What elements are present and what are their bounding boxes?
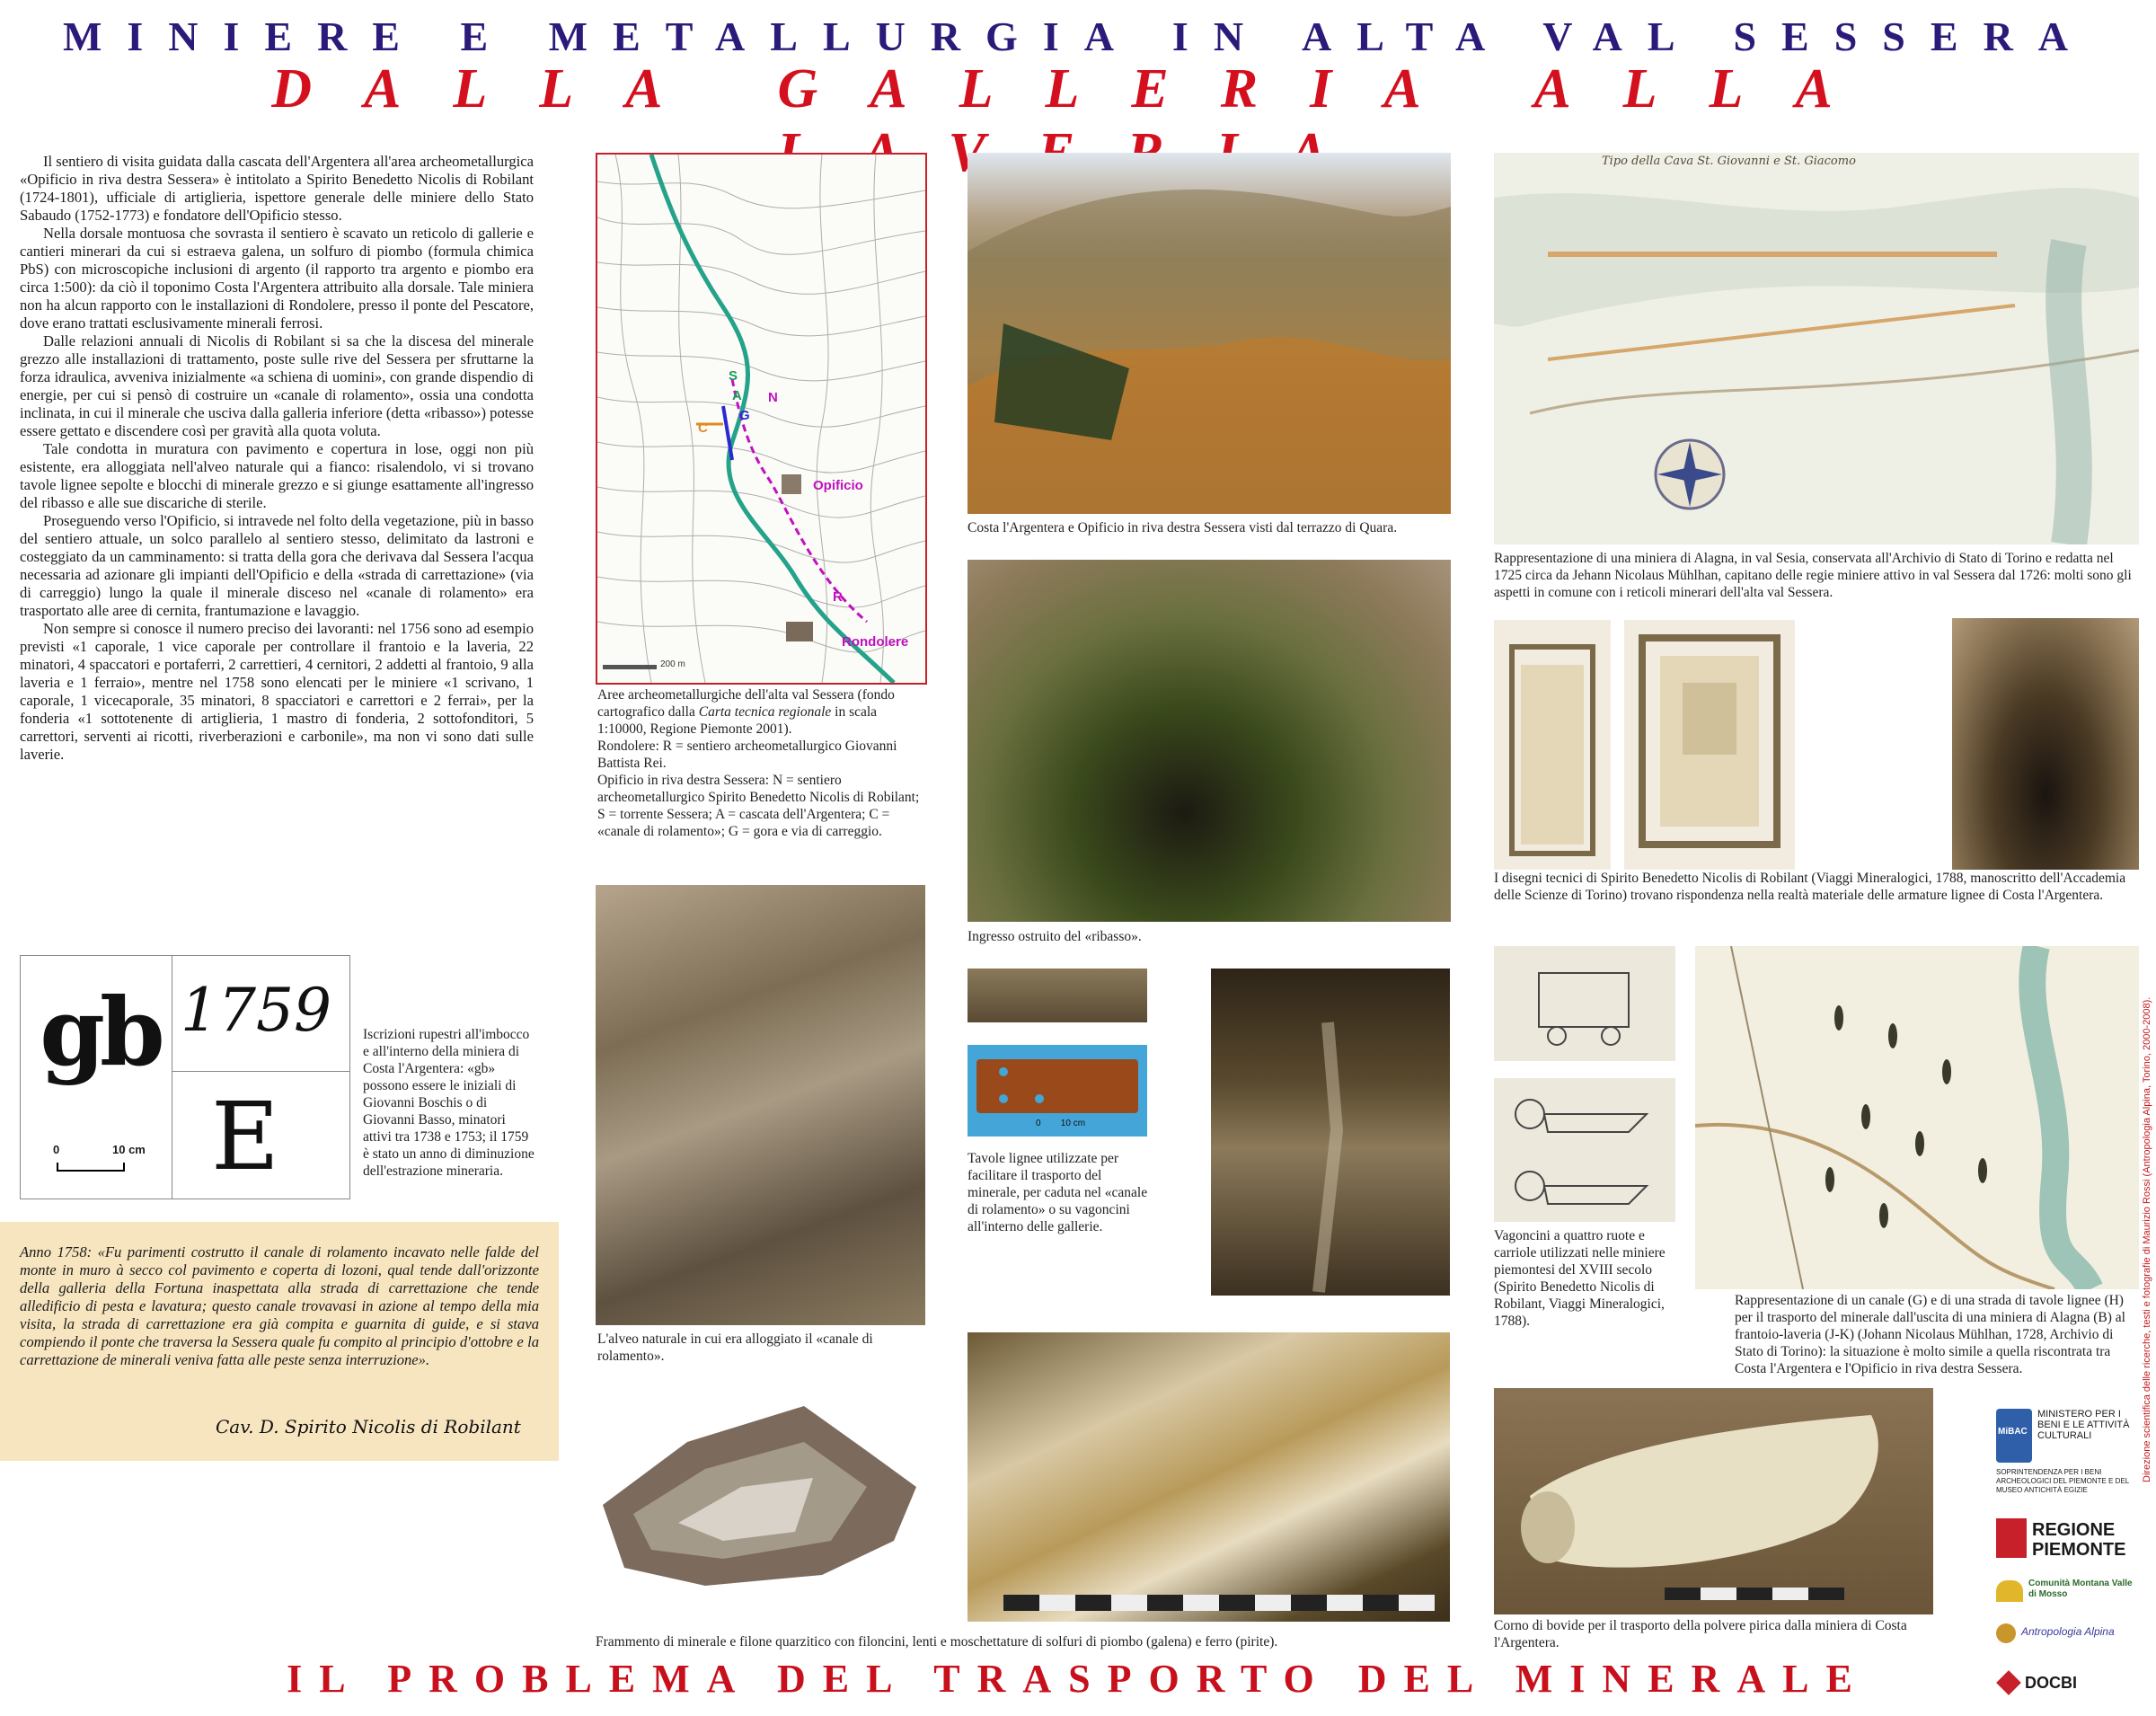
map-caption-part: Rondolere: R = sentiero archeometallurgico Giovanni Battista Rei. (597, 739, 897, 771)
inscription-scale-end: 10 cm (112, 1143, 146, 1156)
mineral-fragment-photo (597, 1388, 924, 1593)
body-text (20, 153, 534, 764)
gallery-armature-photo (1952, 618, 2139, 870)
poster-subtitle: DALLA GALLERIA ALLA (271, 58, 1885, 119)
inscription-scale-bar (57, 1163, 125, 1172)
quote-text: Anno 1758: «Fu parimenti costrutto il canale di rolamento incavato nelle falde del monte in muro à secco col pavimento e coperta di lozoni, qual tende dall'orizzonte della galleria della Fortuna inaspettata alla strada di carrettazione che tende alledificio di pesta e lavatura; questo canale trovavasi in azione al tempo della mia visita, la strada di carrettazione era già compita e guarnita di guide, e si stava compiendo il ponte che traversa la Sessera quale fu compito al principio d'ottobre e la carrettazione de minerali veniva fatta alle peste senza interruzione». (20, 1243, 539, 1368)
topographic-map (596, 153, 927, 685)
alagna-map-title: Tipo della Cava St. Giovanni e St. Giacomo (1602, 155, 1856, 168)
canale-map-drawing (1695, 946, 2139, 1289)
footer-title: IL PROBLEMA DEL TRASPORTO DEL MINERALE (287, 1657, 1869, 1701)
quartz-vein-photo (968, 1332, 1450, 1622)
ribasso-photo (968, 560, 1451, 922)
tavole-photo-2 (968, 1045, 1147, 1137)
mibac-short: MiBAC (1998, 1427, 2028, 1437)
inscription-panel (20, 955, 350, 1199)
mibac-soprintendenza: SOPRINTENDENZA PER I BENI ARCHEOLOGICI DEL PIEMONTE E DEL MUSEO ANTICHITÀ EGIZIE (1996, 1468, 2129, 1494)
map-label-r: R (833, 589, 843, 605)
frammento-caption: Frammento di minerale e filone quarzitico con filoncini, lenti e moschettature di solfuri di piombo (galena) e ferro (pirite). (596, 1634, 1278, 1650)
regione-emblem-icon (1996, 1518, 2027, 1558)
map-label-rondolere: Rondolere (842, 634, 909, 650)
map-caption (597, 686, 925, 840)
alveo-caption: L'alveo naturale in cui era alloggiato il «canale di rolamento». (597, 1331, 873, 1364)
technical-drawing-side (1494, 620, 1611, 870)
vagoncino-drawing (1494, 946, 1675, 1061)
ribasso-caption: Ingresso ostruito del «ribasso». (968, 929, 1142, 944)
corno-caption: Corno di bovide per il trasporto della polvere pirica dalla miniera di Costa l'Argentera. (1494, 1618, 1907, 1650)
map-label-s: S (729, 368, 738, 384)
antropologia-emblem-icon (1996, 1623, 2016, 1643)
inscription-e: E (211, 1082, 279, 1191)
costa-argentera-photo (968, 153, 1451, 514)
body-paragraph: Il sentiero di visita guidata dalla cascata dell'Argentera all'area archeometallurgica «Opificio in riva destra Sessera» è intitolato a Spirito Benedetto Nicolis di Robilant (1724-1801), ufficiale di artiglieria, ispettore generale delle miniere dello Stato Sabaudo (1752-1773) e fondatore dell'Opificio stesso. (20, 153, 534, 224)
mibac-ministry: MINISTERO PER I BENI E LE ATTIVITÀ CULTURALI (2037, 1409, 2130, 1441)
inscription-gb: gb (40, 977, 160, 1087)
map-caption-part: in scala 1:10000, Regione Piemonte 2001). (597, 704, 878, 737)
body-paragraph: Tale condotta in muratura con pavimento e copertura in lose, oggi non più esistente, era alloggiata nell'alveo naturale qui a fianco: risalendolo, vi si trovano tavole lignee sepolte e blocchi di minerale grezzo e si giunge esattamente all'ingresso del ribasso e alle sue discariche di sterile. (20, 440, 534, 511)
map-label-n: N (768, 390, 778, 405)
mibac-logo (1996, 1409, 2140, 1508)
disegni-caption: I disegni tecnici di Spirito Benedetto Nicolis di Robilant (Viaggi Mineralogici, 1788, manoscritto dell'Accademia delle Scienze di Torino) trovano rispondenza nella realtà materiale delle armature lignee di Costa l'Argentera. (1494, 871, 2126, 903)
map-label-g: G (739, 408, 750, 423)
body-paragraph: Proseguendo verso l'Opificio, si intravede nel folto della vegetazione, più in basso del sentiero attuale, un solco parallelo al sentiero stesso, delimitato da lastroni e costeggiato da un camminamento: si tratta della gora che derivava dal Sessera l'acqua necessaria ad azionare gli impianti dell'Opificio e della «strada di carrettazione» (via di carreggio) lungo la quale il minerale disceso nel «canale di rolamento» era trasportato alle aree di cernita, frantumazione e lavaggio. (20, 512, 534, 619)
poster-title: MINIERE E METALLURGIA IN ALTA VAL SESSERA (62, 13, 2094, 59)
regione-label: REGIONE PIEMONTE (2032, 1520, 2126, 1560)
alagna-mine-drawing (1494, 153, 2139, 544)
antropologia-alpina-logo (1996, 1622, 2140, 1647)
vagoncini-caption: Vagoncini a quattro ruote e carriole utilizzati nelle miniere piemontesi del XVIII secolo (Spirito Benedetto Nicolis di Robilant, Viaggi Mineralogici, 1788). (1494, 1228, 1666, 1329)
carriole-drawing (1494, 1078, 1675, 1222)
comunita-label: Comunità Montana Valle di Mosso (2028, 1579, 2133, 1599)
canale-caption: Rappresentazione di un canale (G) e di una strada di tavole lignee (H) per il trasporto del minerale dall'uscita di una miniera di Alagna (B) al frantoio-laveria (J-K) (Johann Nicolaus Mühlhan, 1728, Archivio di Stato di Torino): la situazione è molto simile a quella riscontrata tra Costa l'Argentera e l'Opificio in riva destra Sessera. (1735, 1293, 2125, 1376)
map-label-c: C (698, 420, 708, 436)
comunita-emblem-icon (1996, 1580, 2023, 1602)
map-caption-part: Carta tecnica regionale (698, 704, 832, 720)
docbi-label: DOCBI (2025, 1674, 2077, 1692)
map-scale-label: 200 m (660, 659, 685, 669)
inscription-caption: Iscrizioni rupestri all'imbocco e all'interno della miniera di Costa l'Argentera: «gb» possono essere le iniziali di Giovanni Boschis o di Giovanni Basso, minatori attivi tra 1738 e 1753; il 1759 è stato un anno di diminuzione dell'estrazione mineraria. (363, 1027, 535, 1179)
body-paragraph: Dalle relazioni annuali di Nicolis di Robilant si sa che la discesa del minerale grezzo alle installazioni di trattamento, poste sulle rive del Sessera per sfruttarne la forza idraulica, avveniva inizialmente «a schiena di uomini», con grande dispendio di energie, per cui si pensò di costruire un «canale di rolamento», ossia una condotta inclinata, in cui il minerale che usciva dalla galleria inferiore (detta «ribasso») potesse essere gettato e discendere così per gravità alla quota voluta. (20, 332, 534, 439)
antropologia-label: Antropologia Alpina (2021, 1625, 2115, 1638)
corno-photo (1494, 1388, 1933, 1614)
tavole-scale-label: 0 10 cm (1036, 1119, 1086, 1128)
technical-drawing-front (1624, 620, 1795, 870)
body-paragraph: Nella dorsale montuosa che sovrasta il sentiero è scavato un reticolo di gallerie e cantieri minerari da cui si estraeva galena, un solfuro di piombo (formula chimica PbS) con microscopiche inclusioni di argento (il rapporto tra argento e piombo era circa 1:500): da ciò il toponimo Costa l'Argentera attribuito alla dorsale. Tale miniera non ha alcun rapporto con le installazioni di Rondolere, presso il ponte del Pescatore, dove erano trattati esclusivamente minerali ferrosi. (20, 225, 534, 332)
map-label-a: A (732, 388, 742, 403)
inscription-scale-start: 0 (53, 1143, 60, 1156)
costa-caption: Costa l'Argentera e Opificio in riva destra Sessera visti dal terrazzo di Quara. (968, 520, 1398, 535)
body-paragraph: Non sempre si conosce il numero preciso dei lavoranti: nel 1756 sono ad esempio previsti «1 caporale, 1 vice caporale per controllare il frantoio e la laveria, 22 minatori, 4 spaccatori e portaferri, 2 carrettieri, 4 cernitori, 2 addetti al frantoio, 9 alla laveria e 1 ferraio», mentre nel 1758 sono elencati per le miniere «1 scrivano, 1 caporale, 1 vicecaporale, 35 minatori, 8 spacciatori e carrettori e 2 ferrai», per la fonderia «1 sottotenente di artiglieria, 1 mastro di fonderia, 2 sottofonditori, 5 carrettori, serventi ai ricotti, riverberazioni e carbonile», ma non vi sono dati sulle laverie. (20, 620, 534, 763)
comunita-montana-logo (1996, 1577, 2140, 1607)
tavole-photo-1 (968, 969, 1147, 1022)
inscription-year: 1759 (181, 976, 331, 1045)
credit-vertical: Direzione scientifica delle ricerche, testi e fotografie di Maurizio Rossi (Antropologia Alpina, Torino, 2000-2008). (2142, 996, 2152, 1482)
quote-signature: Cav. D. Spirito Nicolis di Robilant (216, 1416, 521, 1437)
tavole-caption: Tavole lignee utilizzate per facilitare il trasporto del minerale, per caduta nel «canale di rolamento» o su vagoncini all'interno delle gallerie. (968, 1151, 1148, 1234)
alveo-photo (596, 885, 925, 1325)
map-caption-part: Opificio in riva destra Sessera: N = sentiero archeometallurgico Spirito Benedetto Nicolis di Robilant; S = torrente Sessera; A = cascata dell'Argentera; C = «canale di rolamento»; G = gora e via di carreggio. (597, 773, 920, 839)
quote-panel (0, 1222, 559, 1461)
gallery-floor-photo (1211, 969, 1450, 1296)
inscription-divider (172, 1071, 349, 1072)
map-caption-part: Aree archeometallurgiche dell'alta val Sessera (fondo cartografico dalla (597, 687, 895, 720)
regione-piemonte-logo (1996, 1518, 2140, 1563)
map-drawing (597, 155, 925, 683)
alagna-caption: Rappresentazione di una miniera di Alagna, in val Sesia, conservata all'Archivio di Stato di Torino e redatta nel 1725 circa da Jehann Nicolaus Mühlhan, capitano delle regie miniere attivo in val Sessera dal 1726: molti sono gli aspetti in comune con i reticoli minerari dell'alta val Sessera. (1494, 551, 2132, 600)
map-label-opificio: Opificio (813, 478, 863, 493)
